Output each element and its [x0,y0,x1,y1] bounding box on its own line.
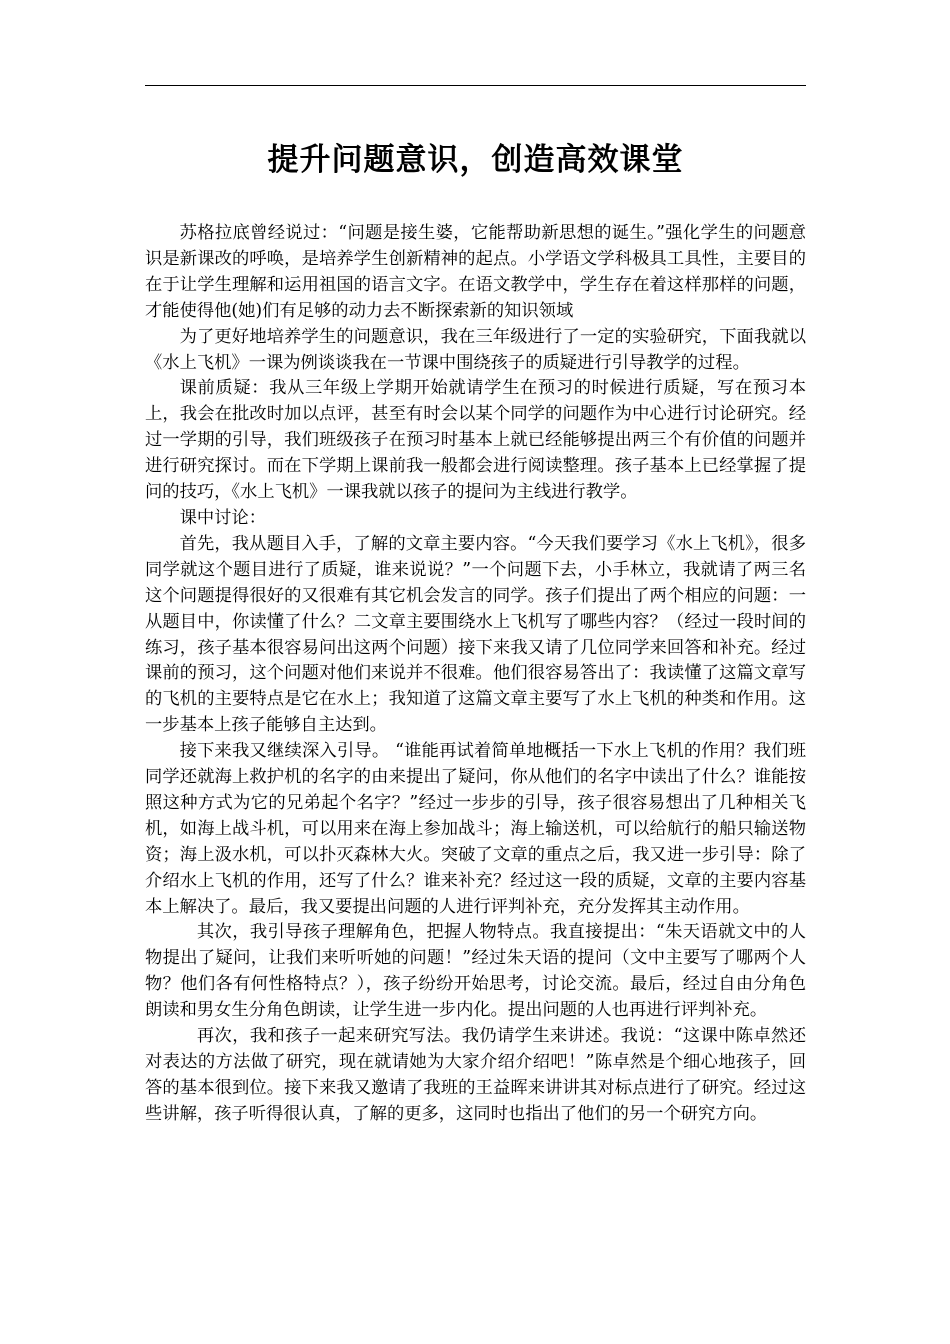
paragraph-in-class-heading: 课中讨论： [179,507,267,528]
document-body [145,221,806,1128]
paragraph-first: 首先，我从题目入手，了解的文章主要内容。“今天我们要学习《水上飞机》，很多同学就这个题目进行了质疑，谁来说说？”一个问题下去，小手林立，我就请了两三名这个问题提得很好的又很难有其它机会发言的同学。孩子们提出了两个相应的问题：一从题目中，你读懂了什么？二文章主要围绕水上飞机写了哪些内容？（经过一段时间的练习，孩子基本很容易问出这两个问题）接下来我又请了几位同学来回答和补充。经过课前的预习，这个问题对他们来说并不很难。他们很容易答出了：我读懂了这篇文章写的飞机的主要特点是它在水上；我知道了这篇文章主要写了水上飞机的种类和作用。这一步基本上孩子能够自主达到。 [145,533,806,736]
paragraph-third: 再次，我和孩子一起来研究写法。我仍请学生来讲述。我说：“这课中陈卓然还对表达的方法做了研究，现在就请她为大家介绍介绍吧！”陈卓然是个细心地孩子，回答的基本很到位。接下来我又邀请了我班的王益晖来讲讲其对标点进行了研究。经过这些讲解，孩子听得很认真，了解的更多，这同时也指出了他们的另一个研究方向。 [145,1026,806,1124]
paragraph-next: 接下来我又继续深入引导。 “谁能再试着简单地概括一下水上飞机的作用？我们班同学还就海上救护机的名字的由来提出了疑问，你从他们的名字中读出了什么？谁能按照这种方式为它的兄弟起个名字？”经过一步步的引导，孩子很容易想出了几种相关飞机，如海上战斗机，可以用来在海上参加战斗；海上输送机，可以给航行的船只输送物资；海上汲水机，可以扑灭森林大火。突破了文章的重点之后，我又进一步引导：除了介绍水上飞机的作用，还写了什么？谁来补充？经过这一段的质疑，文章的主要内容基本上解决了。最后，我又要提出问题的人进行评判补充，充分发挥其主动作用。 [145,741,806,917]
paragraph-second: 其次，我引导孩子理解角色，把握人物特点。我直接提出：“朱天语就文中的人物提出了疑问，让我们来听听她的问题！”经过朱天语的提问（文中主要写了哪两个人物？他们各有何性格特点？），孩子纷纷开始思考，讨论交流。最后，经过自由分角色朗读和男女生分角色朗读，让学生进一步内化。提出问题的人也再进行评判补充。 [145,922,806,1021]
paragraph-intro: 苏格拉底曾经说过：“问题是接生婆，它能帮助新思想的诞生。”强化学生的问题意识是新课改的呼唤，是培养学生创新精神的起点。小学语文学科极具工具性，主要目的在于让学生理解和运用祖国的语言文字。在语文教学中，学生存在着这样那样的问题，才能使得他(她)们有足够的动力去不断探索新的知识领域 [145,223,806,321]
paragraph-purpose: 为了更好地培养学生的问题意识，我在三年级进行了一定的实验研究，下面我就以《水上飞机》一课为例谈谈我在一节课中围绕孩子的质疑进行引导教学的过程。 [145,326,806,373]
document-title: 提升问题意识，创造高效课堂 [267,142,684,178]
header-rule [145,85,806,86]
paragraph-pre-class: 课前质疑：我从三年级上学期开始就请学生在预习的时候进行质疑，写在预习本上，我会在批改时加以点评，甚至有时会以某个同学的问题作为中心进行讨论研究。经过一学期的引导，我们班级孩子在预习时基本上就已经能够提出两三个有价值的问题并进行研究探讨。而在下学期上课前我一般都会进行阅读整理。孩子基本上已经掌握了提问的技巧，《水上飞机》一课我就以孩子的提问为主线进行教学。 [145,378,806,503]
